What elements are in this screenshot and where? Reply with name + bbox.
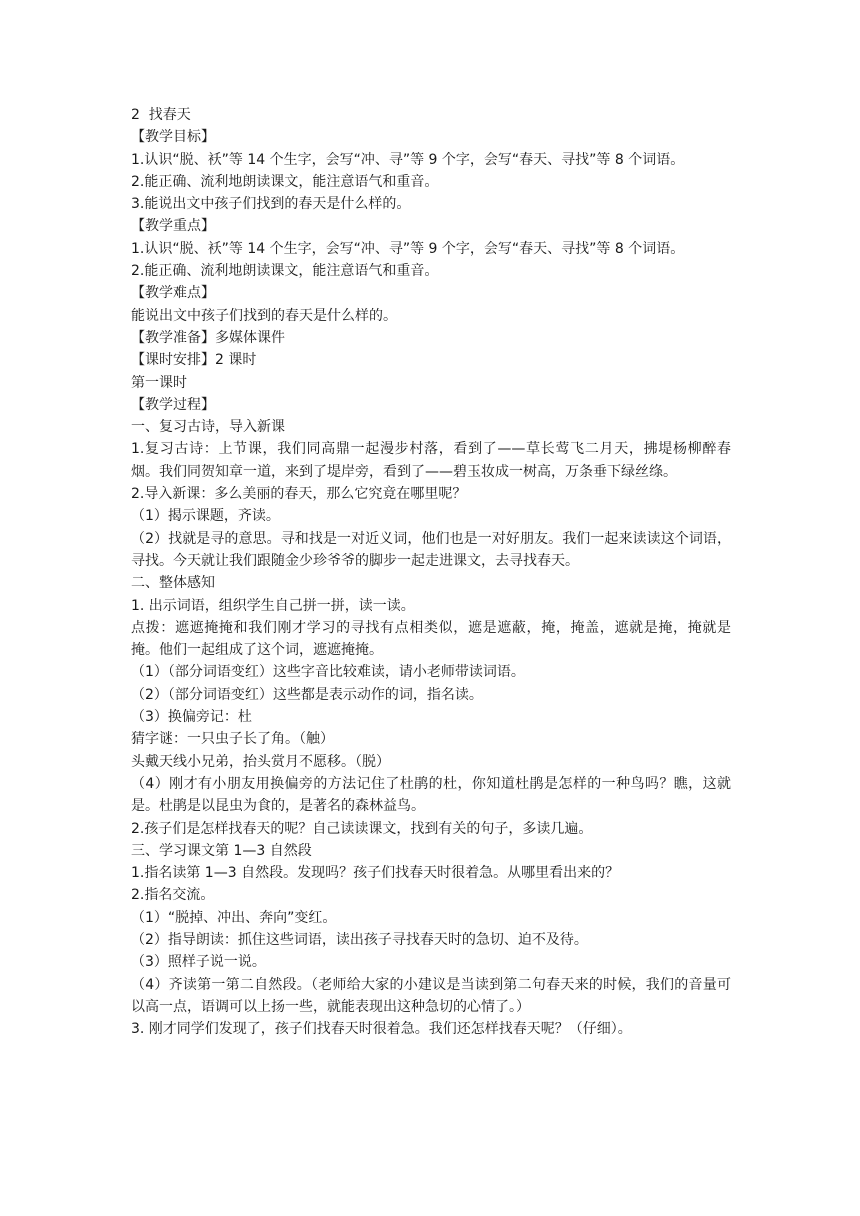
paragraph: （3）换偏旁记：杜 bbox=[131, 709, 252, 726]
section-heading: 【教学准备】多媒体课件 bbox=[131, 329, 285, 346]
document-body bbox=[131, 104, 731, 1040]
paragraph: 3. 刚才同学们发现了，孩子们找春天时很着急。我们还怎样找春天呢？（仔细）。 bbox=[131, 1021, 632, 1038]
paragraph: 1. 出示词语，组织学生自己拼一拼，读一读。 bbox=[131, 597, 415, 614]
paragraph: （1）“脱掉、冲出、奔向”变红。 bbox=[131, 909, 337, 926]
paragraph: （1）揭示课题，齐读。 bbox=[131, 508, 280, 525]
paragraph: （2）找就是寻的意思。寻和找是一对近义词，他们也是一对好朋友。我们一起来读读这个词语，寻找。今天就让我们跟随金少珍爷爷的脚步一起走进课文，去寻找春天。 bbox=[131, 530, 731, 569]
subsection-heading: 三、学习课文第 1—3 自然段 bbox=[131, 842, 312, 859]
paragraph: （3）照样子说一说。 bbox=[131, 954, 266, 971]
paragraph: 1.指名读第 1—3 自然段。发现吗？孩子们找春天时很着急。从哪里看出来的？ bbox=[131, 865, 620, 882]
section-heading: 【教学过程】 bbox=[131, 396, 215, 413]
paragraph: 3.能说出文中孩子们找到的春天是什么样的。 bbox=[131, 196, 411, 213]
paragraph: 1.认识“脱、袄”等 14 个生字，会写“冲、寻”等 9 个字，会写“春天、寻找”等 8 个词语。 bbox=[131, 151, 685, 168]
paragraph: 头戴天线小兄弟，抬头赏月不愿移。（脱） bbox=[131, 753, 390, 770]
paragraph: 1.复习古诗：上节课，我们同高鼎一起漫步村落，看到了——草长莺飞二月天，拂堤杨柳醉春烟。我们同贺知章一道，来到了堤岸旁，看到了——碧玉妆成一树高，万条垂下绿丝绦。 bbox=[131, 441, 731, 480]
section-heading: 【教学目标】 bbox=[131, 129, 215, 146]
paragraph: 2.能正确、流利地朗读课文，能注意语气和重音。 bbox=[131, 263, 439, 280]
paragraph: （4）刚才有小朋友用换偏旁的方法记住了杜鹃的杜，你知道杜鹃是怎样的一种鸟吗？瞧，这就是。杜鹃是以昆虫为食的，是著名的森林益鸟。 bbox=[131, 775, 731, 815]
paragraph: （4）齐读第一第二自然段。（老师给大家的小建议是当读到第二句春天来的时候，我们的音量可以高一点，语调可以上扬一些，就能表现出这种急切的心情了。） bbox=[131, 976, 731, 1015]
paragraph: 2.导入新课：多么美丽的春天，那么它究竟在哪里呢？ bbox=[131, 486, 467, 503]
subsection-heading: 二、整体感知 bbox=[131, 575, 215, 592]
paragraph: 第一课时 bbox=[131, 374, 187, 391]
paragraph: （2）（部分词语变红）这些都是表示动作的词，指名读。 bbox=[131, 686, 483, 703]
section-heading: 【教学重点】 bbox=[131, 218, 215, 235]
paragraph: 1.认识“脱、袄”等 14 个生字，会写“冲、寻”等 9 个字，会写“春天、寻找”等 8 个词语。 bbox=[131, 240, 685, 257]
paragraph: 点拨：遮遮掩掩和我们刚才学习的寻找有点相类似，遮是遮蔽，掩，掩盖，遮就是掩，掩就是掩。他们一起组成了这个词，遮遮掩掩。 bbox=[131, 619, 731, 659]
lesson-title: 2 找春天 bbox=[131, 107, 191, 123]
paragraph: 2.能正确、流利地朗读课文，能注意语气和重音。 bbox=[131, 173, 439, 190]
paragraph: （2）指导朗读：抓住这些词语，读出孩子寻找春天时的急切、迫不及待。 bbox=[131, 931, 588, 948]
paragraph: 能说出文中孩子们找到的春天是什么样的。 bbox=[131, 307, 397, 324]
section-heading: 【教学难点】 bbox=[131, 285, 215, 302]
section-heading: 【课时安排】2 课时 bbox=[131, 352, 257, 369]
paragraph: （1）（部分词语变红）这些字音比较难读，请小老师带读词语。 bbox=[131, 664, 525, 681]
paragraph: 2.指名交流。 bbox=[131, 887, 215, 904]
paragraph: 猜字谜：一只虫子长了角。（触） bbox=[131, 731, 334, 748]
paragraph: 2.孩子们是怎样找春天的呢？自己读读课文，找到有关的句子，多读几遍。 bbox=[131, 820, 593, 837]
subsection-heading: 一、复习古诗，导入新课 bbox=[131, 419, 285, 436]
